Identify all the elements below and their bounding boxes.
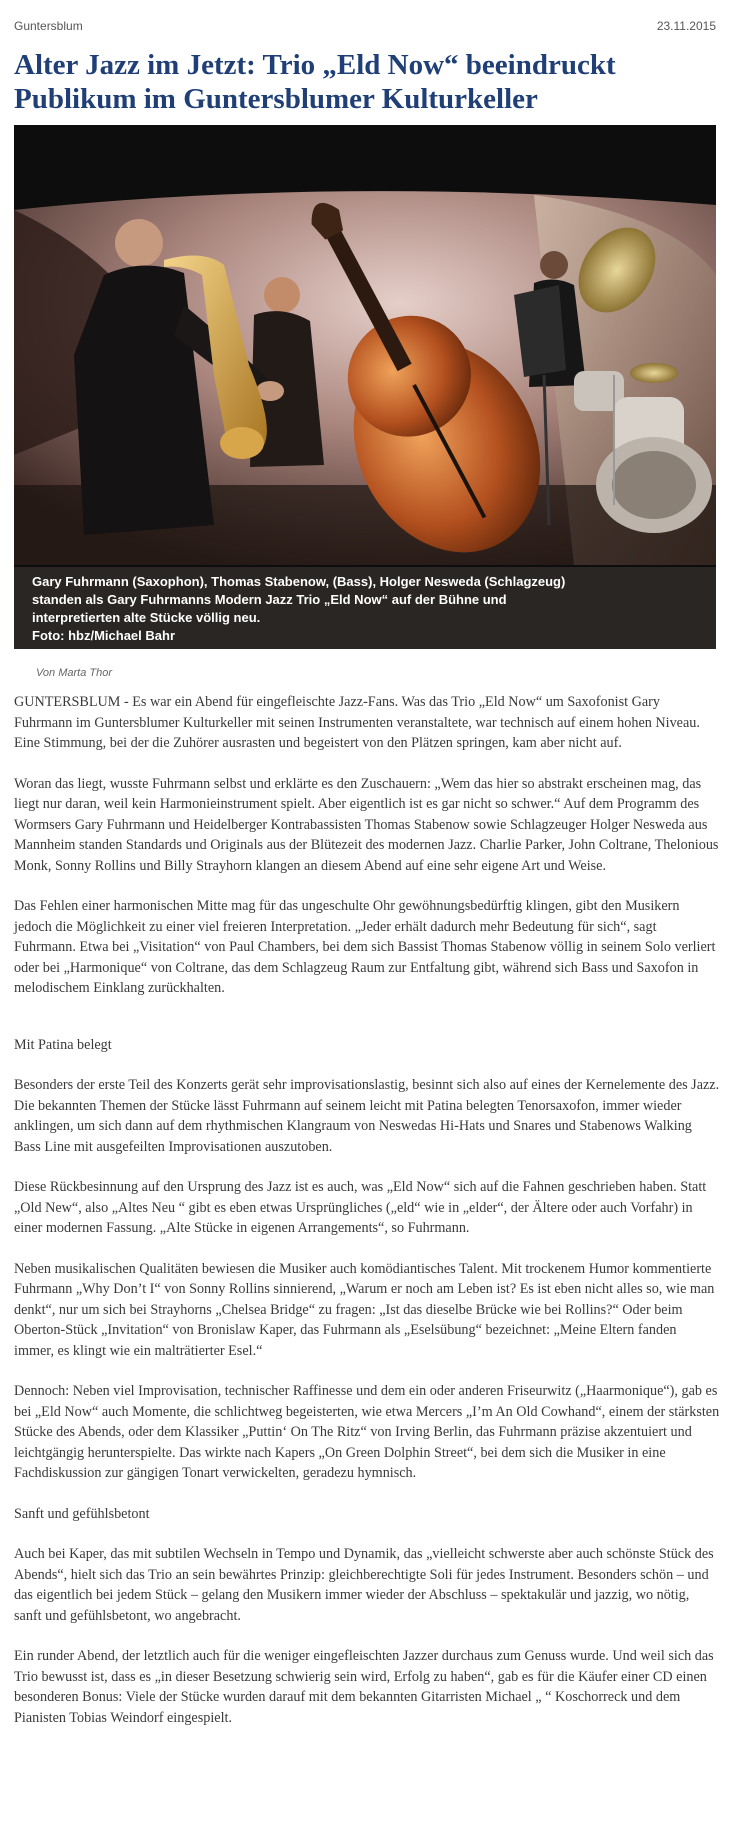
subheading: Mit Patina belegt [14,1036,112,1053]
paragraph: Das Fehlen einer harmonischen Mitte mag für das ungeschulte Ohr gewöhnungsbedürftig klingen, gibt den Musikern jedoch die Möglichkeit zu einer viel freieren Interpretation. „Jeder erhält dadurch mehr Bedeutung für sich“, sagt Fuhrmann. Etwa bei „Visitation“ von Paul Chambers, bei dem sich Bassist Thomas Stabenow völlig in seinem Solo verliert oder bei „Harmonique“ von Coltrane, das dem Schlagzeug Raum zur Entfaltung gibt, während sich Bass und Saxofon in melodischem Einklang zurückhalten. [14,898,716,996]
photo-caption [14,567,716,649]
caption-line: interpretierten alte Stücke völlig neu. [32,610,261,625]
paragraph: Ein runder Abend, der letztlich auch für die weniger eingefleischten Jazzer durchaus zum Genuss wurde. Und weil sich das Trio bewusst ist, dass es „in dieser Besetzung schwierig sein wird, Erfolg zu haben“, gab es für die Käufer einer CD einen besonderen Bonus: Viele der Stücke wurden darauf mit dem bekannten Gitarristen Michael „ “ Koschorreck und dem Pianisten Tobias Weindorf eingespielt. [14,1648,714,1726]
concert-photo[interactable] [14,125,716,649]
paragraph: GUNTERSBLUM - Es war ein Abend für eingefleischte Jazz-Fans. Was das Trio „Eld Now“ um Saxofonist Gary Fuhrmann im Guntersblumer Kulturkeller mit seinen Instrumenten veranstaltete, war technisch auf einem hohen Niveau. Eine Stimmung, bei der die Zuhörer ausrasten und begeistert von den Plätzen springen, kam aber nicht auf. [14,694,700,751]
subheading: Sanft und gefühlsbetont [14,1505,150,1522]
section-label[interactable]: Guntersblum [14,19,83,33]
photo-credit: Foto: hbz/Michael Bahr [32,628,175,643]
paragraph: Woran das liegt, wusste Fuhrmann selbst und erklärte es den Zuschauern: „Wem das hier so abstrakt erscheinen mag, das liegt nur daran, weil kein Harmonieinstrument spielt. Aber eigentlich ist es gar nicht so schwer.“ Auf dem Programm des Wormsers Gary Fuhrmann und Heidelberger Kontrabassisten Thomas Stabenow sowie Schlagzeuger Holger Nesweda aus Mannheim standen Standards und Originals aus der Blütezeit des modernen Jazz. Charlie Parker, John Coltrane, Thelonious Monk, Sonny Rollins und Billy Strayhorn klangen an diesem Abend auf eine sehr eigene Art und Weise. [14,775,719,874]
article-headline: Alter Jazz im Jetzt: Trio „Eld Now“ beeindruckt Publikum im Guntersblumer Kulturkeller [14,49,616,115]
article-body [14,692,720,1748]
author-byline: Von Marta Thor [36,667,113,679]
publish-date: 23.11.2015 [656,19,716,33]
paragraph: Besonders der erste Teil des Konzerts gerät sehr improvisationslastig, besinnt sich also auf eines der Kernelemente des Jazz. Die bekannten Themen der Stücke lässt Fuhrmann auf seinem leicht mit Patina belegten Tenorsaxofon, immer wieder anklingen, um sich dann auf dem rhythmischen Klangraum von Neswedas Hi-Hats und Snares und Stabenows Walking Bass Line mit ausgefeilten Improvisationen auszutoben. [14,1077,720,1155]
paragraph: Diese Rückbesinnung auf den Ursprung des Jazz ist es auch, was „Eld Now“ sich auf die Fahnen geschrieben haben. Statt „Old New“, also „Altes Neu “ gibt es eben etwas Ursprüngliches („eld“ wie in „elder“, der Ältere oder auch Vorfahr) in einer modernen Fassung. „Alte Stücke in eigenen Arrangements“, so Fuhrmann. [14,1179,707,1236]
paragraph: Auch bei Kaper, das mit subtilen Wechseln in Tempo und Dynamik, das „vielleicht schwerste aber auch schönste Stück des Abends“, hielt sich das Trio an sein bewährtes Prinzip: gleichberechtigte Soli für jedes Instrument. Besonders schön – und das eigentlich bei jedem Stück – gelang den Musikern immer wieder der Abschluss – spektakulär und jazzig, wo nötig, sanft und gefühlsbetont, wo angebracht. [14,1546,714,1624]
paragraph: Neben musikalischen Qualitäten bewiesen die Musiker auch komödiantisches Talent. Mit trockenem Humor kommentierte Fuhrmann „Why Don’t I“ von Sonny Rollins sinnierend, „Warum er noch am Leben ist? Es ist eben nicht alles so, wie man denkt“, nur um sich bei Strayhorns „Chelsea Bridge“ zu fragen: „Ist das dieselbe Brücke wie bei Rollins?“ Oder beim Oberton-Stück „Invitation“ von Bronislaw Kaper, das Fuhrmann als „Eselsübung“ bezeichnet: „Meine Eltern fanden immer, es klingt wie ein malträtierter Esel.“ [14,1260,715,1359]
paragraph: Dennoch: Neben viel Improvisation, technischer Raffinesse und dem ein oder anderen Friseurwitz („Haarmonique“), gab es bei „Eld Now“ auch Momente, die schlichtweg begeisterten, wie etwa Mercers „I’m An Old Cowhand“, einem der stärksten Stücke des Abends, oder dem Klassiker „Puttin‘ On The Ritz“ von Irving Berlin, das Fuhrmann präzise akzentuiert und leichtgängig herunterspielte. Das wirkte nach Kapers „On Green Dolphin Street“, bei dem sich die Musiker in eine Fachdiskussion zur gängigen Tonart verwickelten, geradezu hymnisch. [14,1383,720,1481]
caption-line: standen als Gary Fuhrmanns Modern Jazz Trio „Eld Now“ auf der Bühne und [32,592,507,607]
article-meta [14,19,716,33]
caption-line: Gary Fuhrmann (Saxophon), Thomas Stabenow, (Bass), Holger Nesweda (Schlagzeug) [32,574,566,589]
